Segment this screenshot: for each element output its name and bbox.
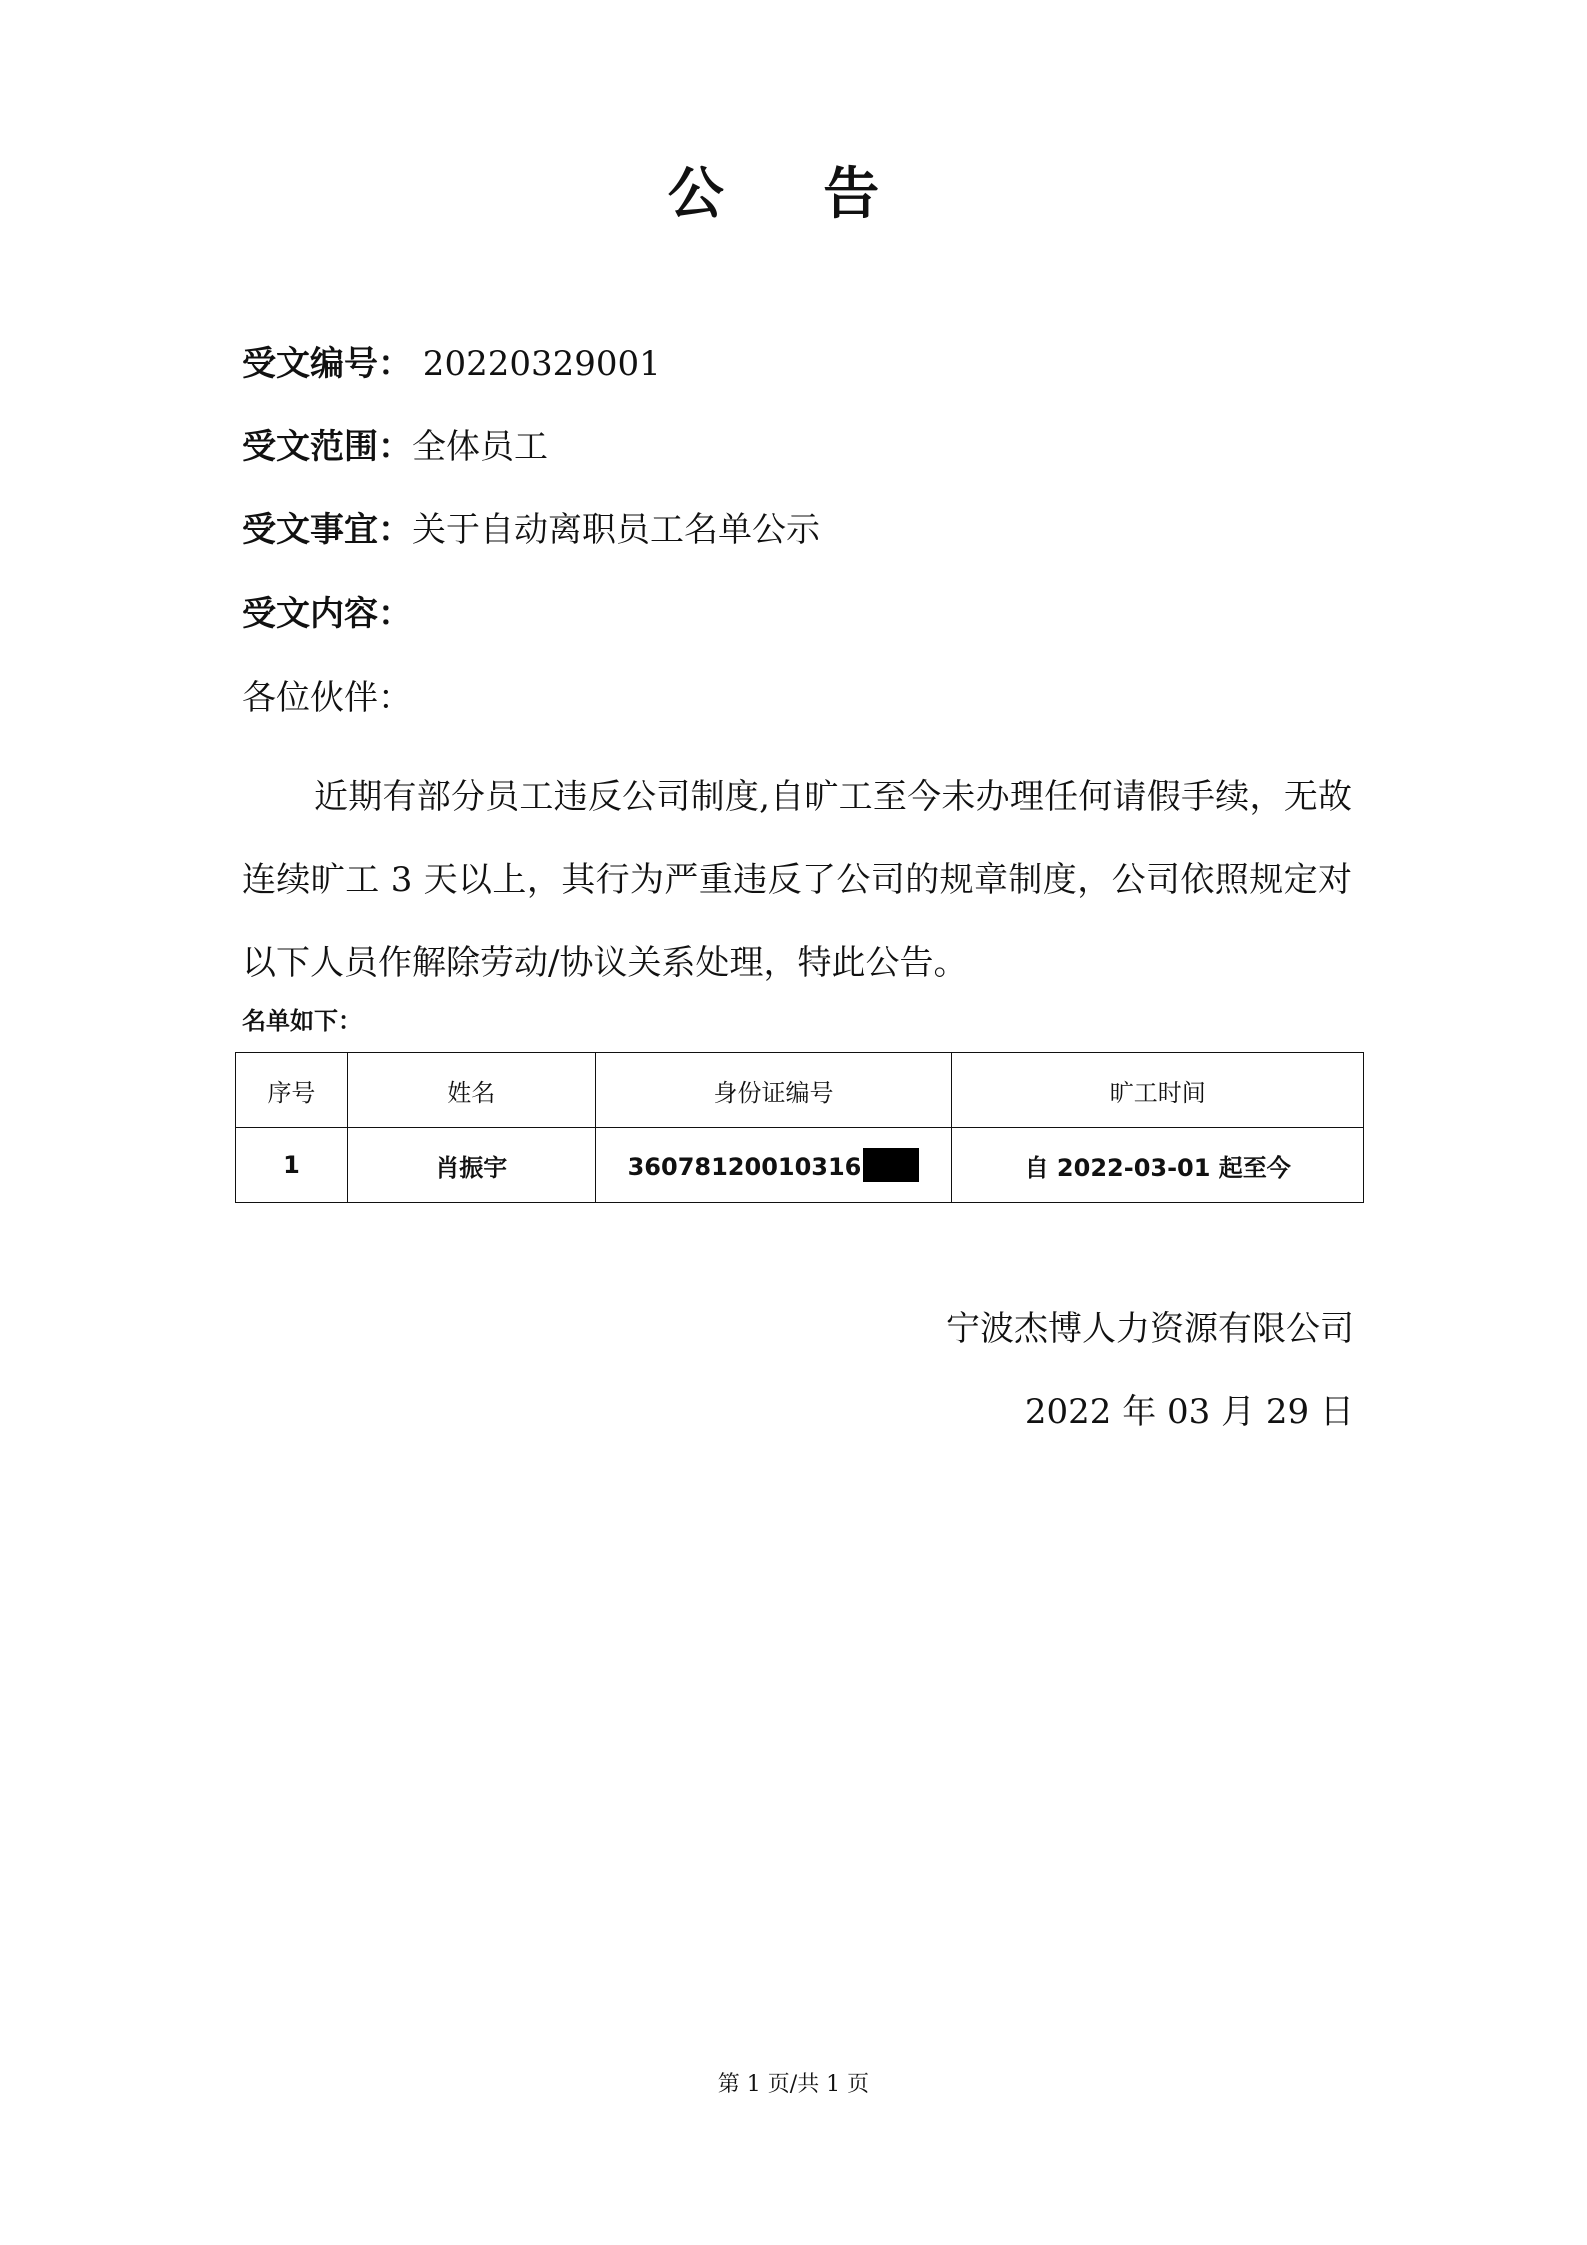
cell-absence: 自 2022-03-01 起至今 bbox=[952, 1128, 1364, 1203]
header-index: 序号 bbox=[236, 1053, 348, 1128]
meta-doc-number-label: 受文编号： bbox=[242, 344, 412, 384]
meta-subject bbox=[242, 508, 820, 552]
signature-date: 2022 年 03 月 29 日 bbox=[1024, 1392, 1354, 1432]
signature-company: 宁波杰博人力资源有限公司 bbox=[946, 1309, 1354, 1349]
id-number-text: 36078120010316 bbox=[627, 1153, 862, 1181]
redaction-box bbox=[863, 1148, 919, 1182]
meta-scope-value: 全体员工 bbox=[412, 427, 548, 467]
list-heading: 名单如下： bbox=[242, 1007, 362, 1035]
header-absence: 旷工时间 bbox=[952, 1053, 1364, 1128]
meta-doc-number-value: 20220329001 bbox=[412, 344, 661, 384]
cell-name: 肖振宇 bbox=[347, 1128, 595, 1203]
greeting: 各位伙伴： bbox=[242, 678, 412, 718]
document-title: 公 告 bbox=[667, 162, 920, 227]
cell-index: 1 bbox=[236, 1128, 348, 1203]
meta-scope bbox=[242, 425, 548, 469]
meta-doc-number bbox=[242, 342, 661, 386]
header-id-number: 身份证编号 bbox=[595, 1053, 952, 1128]
dismissal-table bbox=[235, 1052, 1364, 1203]
table-header-row bbox=[236, 1053, 1364, 1128]
table-row bbox=[236, 1128, 1364, 1203]
header-name: 姓名 bbox=[347, 1053, 595, 1128]
meta-subject-value: 关于自动离职员工名单公示 bbox=[412, 510, 820, 550]
body-paragraph: 近期有部分员工违反公司制度,自旷工至今未办理任何请假手续，无故连续旷工 3 天以上，其行为严重违反了公司的规章制度，公司依照规定对以下人员作解除劳动/协议关系处理，特此公告。 bbox=[242, 777, 1352, 983]
page-footer: 第 1 页/共 1 页 bbox=[717, 2072, 870, 2097]
meta-content bbox=[242, 592, 412, 636]
meta-subject-label: 受文事宜： bbox=[242, 510, 412, 550]
cell-id-number bbox=[595, 1128, 952, 1203]
meta-content-label: 受文内容： bbox=[242, 594, 412, 634]
meta-scope-label: 受文范围： bbox=[242, 427, 412, 467]
